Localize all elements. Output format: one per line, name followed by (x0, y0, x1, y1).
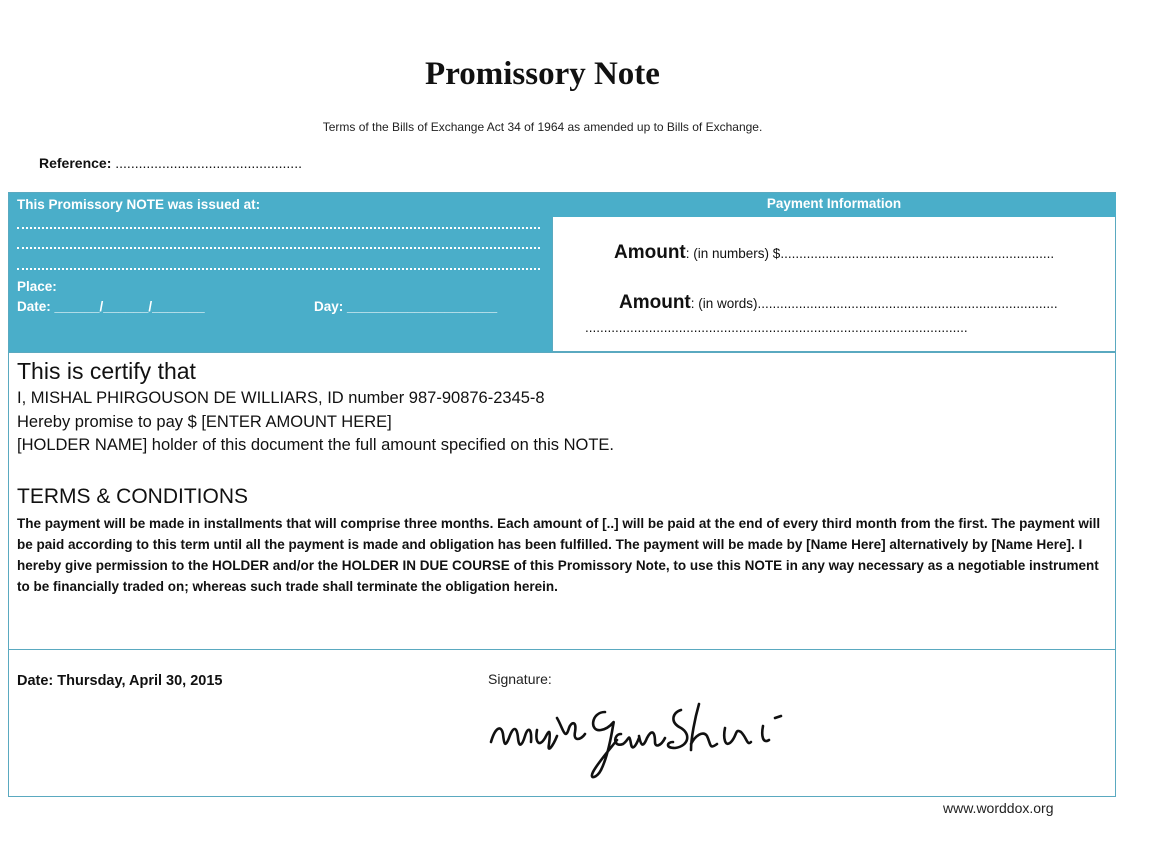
issued-at-line-2 (17, 247, 540, 249)
terms-body: The payment will be made in installments that will comprise three months. Each amount of [..] will be paid at the end of every third month from the first. The payment will be paid according to this term until all the payment is made and obligation has been fulfilled. The payment will be made by [Name Here] alternatively by [Name Here]. I hereby give permission to the HOLDER and/or the HOLDER IN DUE COURSE of this Promissory Note, to use this NOTE in any way necessary as a negotiable instrument to be financially traded on; whereas such trade shall terminate the obligation herein. (17, 516, 1101, 594)
document-subtitle: Terms of the Bills of Exchange Act 34 of 1964 as amended up to Bills of Exchange. (322, 120, 763, 134)
reference-field (39, 155, 302, 171)
amount-numbers-hint: : (in numbers) (685, 246, 770, 261)
payment-header: Payment Information (766, 196, 902, 211)
certify-line-2: Hereby promise to pay $ [ENTER AMOUNT HERE] (17, 413, 392, 431)
issued-at-line-1 (17, 227, 540, 229)
terms-heading: TERMS & CONDITIONS (17, 485, 249, 508)
amount-words-field (619, 292, 1058, 314)
reference-blank: ................................................ (115, 155, 302, 171)
amount-currency: $ (769, 246, 781, 261)
reference-label: Reference: (39, 155, 112, 171)
amount-words-continuation: ...................................................................................................... (585, 320, 968, 335)
amount-words-label: Amount (619, 292, 691, 313)
issued-date-field: Date: ______/______/_______ (17, 299, 205, 314)
amount-numbers-field (614, 242, 1054, 264)
signature-image (485, 698, 800, 784)
certify-heading: This is certify that (17, 358, 196, 384)
website-link[interactable]: www.worddox.org (943, 800, 1054, 816)
amount-words-hint: : (in words) (690, 296, 758, 311)
certify-line-1: I, MISHAL PHIRGOUSON DE WILLIARS, ID number 987-90876-2345-8 (17, 389, 545, 407)
issued-at-line-3 (17, 268, 540, 270)
issued-day-field: Day: ____________________ (314, 299, 498, 314)
certify-line-3: [HOLDER NAME] holder of this document the full amount specified on this NOTE. (17, 436, 615, 454)
amount-numbers-blank: ......................................................................... (780, 246, 1055, 261)
place-label: Place: (17, 279, 57, 294)
section-divider-top (8, 352, 1116, 353)
signing-date: Date: Thursday, April 30, 2015 (17, 673, 223, 689)
section-divider-bottom (8, 649, 1116, 650)
amount-numbers-label: Amount (614, 242, 686, 263)
issued-at-title: This Promissory NOTE was issued at: (17, 197, 261, 212)
document-title: Promissory Note (425, 56, 660, 92)
issued-at-panel (9, 193, 552, 352)
signature-label: Signature: (488, 671, 552, 687)
amount-words-blank: ................................................................................ (757, 296, 1058, 311)
